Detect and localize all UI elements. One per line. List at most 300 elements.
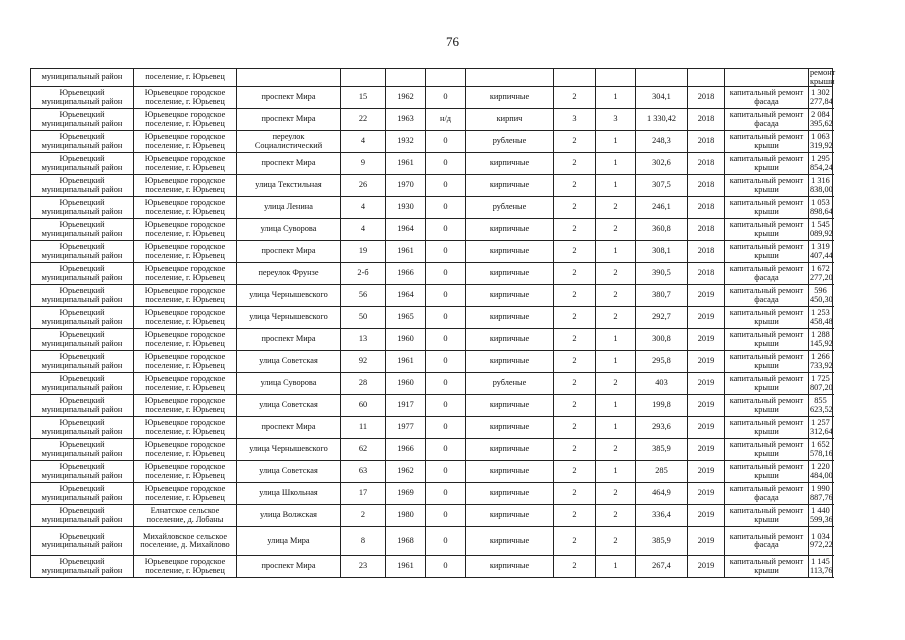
- house-number-cell: 22: [341, 109, 386, 131]
- wall-material-cell: кирпичные: [466, 395, 554, 417]
- district-cell: Юрьевецкий муниципальный район: [31, 329, 134, 351]
- cost-cell: 1 990 887,76: [809, 483, 833, 505]
- table-row: [31, 505, 833, 527]
- floors-cell: 3: [554, 109, 596, 131]
- year-built-cell: 1968: [386, 527, 426, 556]
- district-cell: Юрьевецкий муниципальный район: [31, 351, 134, 373]
- entrances-cell: 2: [596, 263, 636, 285]
- table-row: [31, 69, 833, 87]
- entrances-cell: 2: [596, 219, 636, 241]
- cost-cell: 1 545 089,92: [809, 219, 833, 241]
- table-cell: [341, 69, 386, 87]
- table-cell: [237, 69, 341, 87]
- floors-cell: 2: [554, 373, 596, 395]
- planned-year-cell: 2019: [688, 351, 725, 373]
- street-cell: улица Советская: [237, 395, 341, 417]
- cost-cell: 1 316 838,00: [809, 175, 833, 197]
- area-cell: 285: [636, 461, 688, 483]
- house-number-cell: 63: [341, 461, 386, 483]
- planned-year-cell: 2019: [688, 417, 725, 439]
- year-built-cell: 1962: [386, 87, 426, 109]
- year-reconstruction-cell: 0: [426, 439, 466, 461]
- table-cell: [596, 69, 636, 87]
- house-number-cell: 11: [341, 417, 386, 439]
- wall-material-cell: рубленые: [466, 131, 554, 153]
- wall-material-cell: кирпичные: [466, 175, 554, 197]
- year-reconstruction-cell: 0: [426, 505, 466, 527]
- planned-year-cell: 2019: [688, 439, 725, 461]
- settlement-cell: Юрьевецкое городское поселение, г. Юрьевец: [134, 351, 237, 373]
- table-row: [31, 556, 833, 578]
- year-built-cell: 1930: [386, 197, 426, 219]
- settlement-cell: Юрьевецкое городское поселение, г. Юрьевец: [134, 197, 237, 219]
- year-built-cell: 1977: [386, 417, 426, 439]
- house-number-cell: 8: [341, 527, 386, 556]
- year-reconstruction-cell: 0: [426, 241, 466, 263]
- area-cell: 295,8: [636, 351, 688, 373]
- area-cell: 390,5: [636, 263, 688, 285]
- entrances-cell: 1: [596, 87, 636, 109]
- district-cell: Юрьевецкий муниципальный район: [31, 131, 134, 153]
- year-reconstruction-cell: н/д: [426, 109, 466, 131]
- area-cell: 300,8: [636, 329, 688, 351]
- cost-cell: 596 450,30: [809, 285, 833, 307]
- house-number-cell: 15: [341, 87, 386, 109]
- settlement-cell: Юрьевецкое городское поселение, г. Юрьевец: [134, 263, 237, 285]
- work-type-cell: капитальный ремонт фасада: [725, 87, 809, 109]
- area-cell: 308,1: [636, 241, 688, 263]
- year-built-cell: 1961: [386, 556, 426, 578]
- wall-material-cell: кирпичные: [466, 87, 554, 109]
- district-cell: Юрьевецкий муниципальный район: [31, 87, 134, 109]
- work-type-cell: капитальный ремонт крыши: [725, 417, 809, 439]
- table-row: [31, 351, 833, 373]
- entrances-cell: 1: [596, 395, 636, 417]
- entrances-cell: 1: [596, 329, 636, 351]
- year-reconstruction-cell: 0: [426, 307, 466, 329]
- district-cell: Юрьевецкий муниципальный район: [31, 307, 134, 329]
- street-cell: проспект Мира: [237, 329, 341, 351]
- floors-cell: 2: [554, 285, 596, 307]
- settlement-cell: Юрьевецкое городское поселение, г. Юрьевец: [134, 109, 237, 131]
- district-cell: Юрьевецкий муниципальный район: [31, 527, 134, 556]
- settlement-cell: Юрьевецкое городское поселение, г. Юрьевец: [134, 175, 237, 197]
- year-reconstruction-cell: 0: [426, 329, 466, 351]
- work-type-cell: капитальный ремонт крыши: [725, 197, 809, 219]
- year-built-cell: 1966: [386, 263, 426, 285]
- area-cell: 304,1: [636, 87, 688, 109]
- district-cell: Юрьевецкий муниципальный район: [31, 197, 134, 219]
- settlement-cell: Елнатское сельское поселение, д. Лобаны: [134, 505, 237, 527]
- cost-cell: 1 145 113,76: [809, 556, 833, 578]
- work-type-cell: капитальный ремонт крыши: [725, 307, 809, 329]
- table-cell: [725, 69, 809, 87]
- cost-cell: 1 288 145,92: [809, 329, 833, 351]
- table-cell: [426, 69, 466, 87]
- wall-material-cell: рубленые: [466, 373, 554, 395]
- district-cell: Юрьевецкий муниципальный район: [31, 241, 134, 263]
- table-cell: ремонт крыши: [810, 68, 836, 86]
- cost-cell: 2 084 395,62: [809, 109, 833, 131]
- district-cell: Юрьевецкий муниципальный район: [31, 285, 134, 307]
- area-cell: 293,6: [636, 417, 688, 439]
- district-cell: Юрьевецкий муниципальный район: [31, 439, 134, 461]
- planned-year-cell: 2019: [688, 461, 725, 483]
- street-cell: проспект Мира: [237, 153, 341, 175]
- street-cell: улица Текстильная: [237, 175, 341, 197]
- street-cell: улица Ленина: [237, 197, 341, 219]
- year-reconstruction-cell: 0: [426, 556, 466, 578]
- area-cell: 360,8: [636, 219, 688, 241]
- cost-cell: 1 440 599,36: [809, 505, 833, 527]
- year-reconstruction-cell: 0: [426, 197, 466, 219]
- table-row: [31, 285, 833, 307]
- entrances-cell: 1: [596, 241, 636, 263]
- floors-cell: 2: [554, 351, 596, 373]
- settlement-cell: Юрьевецкое городское поселение, г. Юрьевец: [134, 153, 237, 175]
- street-cell: улица Суворова: [237, 373, 341, 395]
- settlement-cell: Юрьевецкое городское поселение, г. Юрьевец: [134, 307, 237, 329]
- planned-year-cell: 2019: [688, 556, 725, 578]
- work-type-cell: капитальный ремонт крыши: [725, 461, 809, 483]
- district-cell: Юрьевецкий муниципальный район: [31, 175, 134, 197]
- settlement-cell: Юрьевецкое городское поселение, г. Юрьевец: [134, 395, 237, 417]
- district-cell: Юрьевецкий муниципальный район: [31, 461, 134, 483]
- street-cell: проспект Мира: [237, 241, 341, 263]
- planned-year-cell: 2018: [688, 109, 725, 131]
- table-row: [31, 109, 833, 131]
- settlement-cell: Юрьевецкое городское поселение, г. Юрьевец: [134, 329, 237, 351]
- work-type-cell: капитальный ремонт крыши: [725, 556, 809, 578]
- planned-year-cell: 2019: [688, 329, 725, 351]
- year-reconstruction-cell: 0: [426, 87, 466, 109]
- entrances-cell: 2: [596, 505, 636, 527]
- district-cell: Юрьевецкий муниципальный район: [31, 373, 134, 395]
- house-number-cell: 56: [341, 285, 386, 307]
- capital-repair-table: [30, 68, 836, 578]
- district-cell: Юрьевецкий муниципальный район: [31, 505, 134, 527]
- cost-cell: 1 302 277,84: [809, 87, 833, 109]
- house-number-cell: 23: [341, 556, 386, 578]
- settlement-cell: Юрьевецкое городское поселение, г. Юрьевец: [134, 131, 237, 153]
- floors-cell: 2: [554, 131, 596, 153]
- street-cell: улица Чернышевского: [237, 307, 341, 329]
- planned-year-cell: 2018: [688, 263, 725, 285]
- year-reconstruction-cell: 0: [426, 285, 466, 307]
- floors-cell: 2: [554, 461, 596, 483]
- district-cell: Юрьевецкий муниципальный район: [31, 483, 134, 505]
- house-number-cell: 17: [341, 483, 386, 505]
- work-type-cell: капитальный ремонт крыши: [725, 219, 809, 241]
- year-reconstruction-cell: 0: [426, 483, 466, 505]
- year-built-cell: 1932: [386, 131, 426, 153]
- floors-cell: 2: [554, 307, 596, 329]
- planned-year-cell: 2018: [688, 219, 725, 241]
- area-cell: 380,7: [636, 285, 688, 307]
- street-cell: улица Советская: [237, 351, 341, 373]
- settlement-cell: Юрьевецкое городское поселение, г. Юрьевец: [134, 461, 237, 483]
- floors-cell: 2: [554, 439, 596, 461]
- table-cell: [466, 69, 554, 87]
- house-number-cell: 19: [341, 241, 386, 263]
- district-cell: Юрьевецкий муниципальный район: [31, 153, 134, 175]
- wall-material-cell: кирпичные: [466, 219, 554, 241]
- house-number-cell: 2: [341, 505, 386, 527]
- planned-year-cell: 2018: [688, 131, 725, 153]
- work-type-cell: капитальный ремонт фасада: [725, 285, 809, 307]
- planned-year-cell: 2019: [688, 307, 725, 329]
- district-cell: Юрьевецкий муниципальный район: [31, 263, 134, 285]
- table-cell: [636, 69, 688, 87]
- wall-material-cell: кирпичные: [466, 439, 554, 461]
- cost-cell: 1 725 807,20: [809, 373, 833, 395]
- work-type-cell: капитальный ремонт крыши: [725, 241, 809, 263]
- planned-year-cell: 2019: [688, 373, 725, 395]
- entrances-cell: 2: [596, 483, 636, 505]
- area-cell: 248,3: [636, 131, 688, 153]
- work-type-cell: капитальный ремонт фасада: [725, 263, 809, 285]
- table-row: [31, 175, 833, 197]
- floors-cell: 2: [554, 241, 596, 263]
- wall-material-cell: кирпичные: [466, 351, 554, 373]
- street-cell: улица Чернышевского: [237, 439, 341, 461]
- work-type-cell: капитальный ремонт крыши: [725, 373, 809, 395]
- house-number-cell: 4: [341, 219, 386, 241]
- work-type-cell: капитальный ремонт фасада: [725, 527, 809, 556]
- area-cell: 403: [636, 373, 688, 395]
- planned-year-cell: 2018: [688, 87, 725, 109]
- work-type-cell: капитальный ремонт крыши: [725, 175, 809, 197]
- area-cell: 267,4: [636, 556, 688, 578]
- year-reconstruction-cell: 0: [426, 417, 466, 439]
- year-built-cell: 1980: [386, 505, 426, 527]
- district-cell: Юрьевецкий муниципальный район: [31, 219, 134, 241]
- settlement-cell: Юрьевецкое городское поселение, г. Юрьевец: [134, 87, 237, 109]
- street-cell: улица Волжская: [237, 505, 341, 527]
- house-number-cell: 28: [341, 373, 386, 395]
- table-row: [31, 131, 833, 153]
- floors-cell: 2: [554, 417, 596, 439]
- settlement-cell: Михайловское сельское поселение, д. Михайлово: [134, 527, 237, 556]
- entrances-cell: 1: [596, 175, 636, 197]
- entrances-cell: 2: [596, 285, 636, 307]
- planned-year-cell: 2018: [688, 197, 725, 219]
- year-built-cell: 1966: [386, 439, 426, 461]
- wall-material-cell: кирпичные: [466, 461, 554, 483]
- work-type-cell: капитальный ремонт крыши: [725, 439, 809, 461]
- work-type-cell: капитальный ремонт крыши: [725, 505, 809, 527]
- year-reconstruction-cell: 0: [426, 527, 466, 556]
- work-type-cell: капитальный ремонт крыши: [725, 131, 809, 153]
- work-type-cell: капитальный ремонт крыши: [725, 329, 809, 351]
- year-reconstruction-cell: 0: [426, 373, 466, 395]
- table-row: [31, 87, 833, 109]
- planned-year-cell: 2019: [688, 483, 725, 505]
- year-built-cell: 1963: [386, 109, 426, 131]
- settlement-cell: Юрьевецкое городское поселение, г. Юрьевец: [134, 373, 237, 395]
- street-cell: улица Суворова: [237, 219, 341, 241]
- table-cell: [554, 69, 596, 87]
- cost-cell: 1 253 458,48: [809, 307, 833, 329]
- entrances-cell: 2: [596, 373, 636, 395]
- street-cell: проспект Мира: [237, 109, 341, 131]
- planned-year-cell: 2019: [688, 505, 725, 527]
- year-reconstruction-cell: 0: [426, 175, 466, 197]
- table-row: [31, 153, 833, 175]
- area-cell: 292,7: [636, 307, 688, 329]
- year-built-cell: 1970: [386, 175, 426, 197]
- table-row: [31, 197, 833, 219]
- wall-material-cell: рубленые: [466, 197, 554, 219]
- table-row: [31, 395, 833, 417]
- wall-material-cell: кирпичные: [466, 153, 554, 175]
- district-cell: Юрьевецкий муниципальный район: [31, 417, 134, 439]
- floors-cell: 2: [554, 219, 596, 241]
- house-number-cell: 4: [341, 197, 386, 219]
- year-built-cell: 1969: [386, 483, 426, 505]
- area-cell: 246,1: [636, 197, 688, 219]
- district-cell: Юрьевецкий муниципальный район: [31, 556, 134, 578]
- area-cell: 464,9: [636, 483, 688, 505]
- floors-cell: 2: [554, 263, 596, 285]
- planned-year-cell: 2018: [688, 153, 725, 175]
- house-number-cell: 4: [341, 131, 386, 153]
- cost-cell: 855 623,52: [809, 395, 833, 417]
- street-cell: проспект Мира: [237, 417, 341, 439]
- entrances-cell: 1: [596, 556, 636, 578]
- floors-cell: 2: [554, 153, 596, 175]
- district-cell: Юрьевецкий муниципальный район: [31, 395, 134, 417]
- year-reconstruction-cell: 0: [426, 131, 466, 153]
- wall-material-cell: кирпичные: [466, 417, 554, 439]
- floors-cell: 2: [554, 527, 596, 556]
- street-cell: проспект Мира: [237, 87, 341, 109]
- planned-year-cell: 2018: [688, 175, 725, 197]
- table-cell: [386, 69, 426, 87]
- area-cell: 385,9: [636, 527, 688, 556]
- settlement-cell: Юрьевецкое городское поселение, г. Юрьевец: [134, 483, 237, 505]
- year-built-cell: 1964: [386, 285, 426, 307]
- district-cell: Юрьевецкий муниципальный район: [31, 109, 134, 131]
- work-type-cell: капитальный ремонт фасада: [725, 109, 809, 131]
- area-cell: 336,4: [636, 505, 688, 527]
- cost-cell: 1 257 312,64: [809, 417, 833, 439]
- house-number-cell: 2-б: [341, 263, 386, 285]
- planned-year-cell: 2018: [688, 241, 725, 263]
- year-built-cell: 1917: [386, 395, 426, 417]
- floors-cell: 2: [554, 87, 596, 109]
- table-row: [31, 527, 833, 556]
- settlement-cell: Юрьевецкое городское поселение, г. Юрьевец: [134, 439, 237, 461]
- cost-cell: 1 034 972,22: [809, 527, 833, 556]
- wall-material-cell: кирпичные: [466, 329, 554, 351]
- floors-cell: 2: [554, 505, 596, 527]
- house-number-cell: 50: [341, 307, 386, 329]
- street-cell: улица Чернышевского: [237, 285, 341, 307]
- entrances-cell: 1: [596, 351, 636, 373]
- work-type-cell: капитальный ремонт крыши: [725, 153, 809, 175]
- table-row: [31, 439, 833, 461]
- year-reconstruction-cell: 0: [426, 395, 466, 417]
- street-cell: улица Советская: [237, 461, 341, 483]
- year-reconstruction-cell: 0: [426, 153, 466, 175]
- entrances-cell: 1: [596, 461, 636, 483]
- cost-cell: 1 220 484,00: [809, 461, 833, 483]
- wall-material-cell: кирпичные: [466, 527, 554, 556]
- entrances-cell: 1: [596, 153, 636, 175]
- entrances-cell: 1: [596, 417, 636, 439]
- area-cell: 302,6: [636, 153, 688, 175]
- table-row: [31, 417, 833, 439]
- house-number-cell: 92: [341, 351, 386, 373]
- house-number-cell: 26: [341, 175, 386, 197]
- year-built-cell: 1965: [386, 307, 426, 329]
- year-reconstruction-cell: 0: [426, 351, 466, 373]
- cost-cell: 1 053 898,64: [809, 197, 833, 219]
- year-built-cell: 1961: [386, 153, 426, 175]
- floors-cell: 2: [554, 556, 596, 578]
- wall-material-cell: кирпичные: [466, 556, 554, 578]
- house-number-cell: 9: [341, 153, 386, 175]
- planned-year-cell: 2019: [688, 285, 725, 307]
- street-cell: улица Школьная: [237, 483, 341, 505]
- settlement-cell: Юрьевецкое городское поселение, г. Юрьевец: [134, 285, 237, 307]
- street-cell: переулок Фрунзе: [237, 263, 341, 285]
- floors-cell: 2: [554, 175, 596, 197]
- settlement-cell: Юрьевецкое городское поселение, г. Юрьевец: [134, 219, 237, 241]
- floors-cell: 2: [554, 197, 596, 219]
- year-built-cell: 1961: [386, 351, 426, 373]
- wall-material-cell: кирпичные: [466, 307, 554, 329]
- table-row: [31, 461, 833, 483]
- year-built-cell: 1961: [386, 241, 426, 263]
- house-number-cell: 62: [341, 439, 386, 461]
- year-built-cell: 1964: [386, 219, 426, 241]
- floors-cell: 2: [554, 329, 596, 351]
- floors-cell: 2: [554, 483, 596, 505]
- cost-cell: 1 672 277,20: [809, 263, 833, 285]
- planned-year-cell: 2019: [688, 395, 725, 417]
- work-type-cell: капитальный ремонт крыши: [725, 395, 809, 417]
- area-cell: 1 330,42: [636, 109, 688, 131]
- table-row: [31, 373, 833, 395]
- year-reconstruction-cell: 0: [426, 263, 466, 285]
- cost-cell: 1 266 733,92: [809, 351, 833, 373]
- table-cell: поселение, г. Юрьевец: [134, 69, 237, 87]
- table-row: [31, 307, 833, 329]
- wall-material-cell: кирпичные: [466, 483, 554, 505]
- wall-material-cell: кирпичные: [466, 241, 554, 263]
- table-row: [31, 263, 833, 285]
- street-cell: проспект Мира: [237, 556, 341, 578]
- work-type-cell: капитальный ремонт фасада: [725, 483, 809, 505]
- year-reconstruction-cell: 0: [426, 461, 466, 483]
- table-row: [31, 329, 833, 351]
- wall-material-cell: кирпичные: [466, 263, 554, 285]
- work-type-cell: капитальный ремонт крыши: [725, 351, 809, 373]
- entrances-cell: 2: [596, 307, 636, 329]
- cost-cell: 1 319 407,44: [809, 241, 833, 263]
- house-number-cell: 60: [341, 395, 386, 417]
- table-row: [31, 241, 833, 263]
- table-cell: муниципальный район: [31, 69, 134, 87]
- settlement-cell: Юрьевецкое городское поселение, г. Юрьевец: [134, 556, 237, 578]
- table-cell: [688, 69, 725, 87]
- page-number: 76: [446, 34, 459, 49]
- planned-year-cell: 2019: [688, 527, 725, 556]
- street-cell: переулок Социалистический: [237, 131, 341, 153]
- table-row: [31, 483, 833, 505]
